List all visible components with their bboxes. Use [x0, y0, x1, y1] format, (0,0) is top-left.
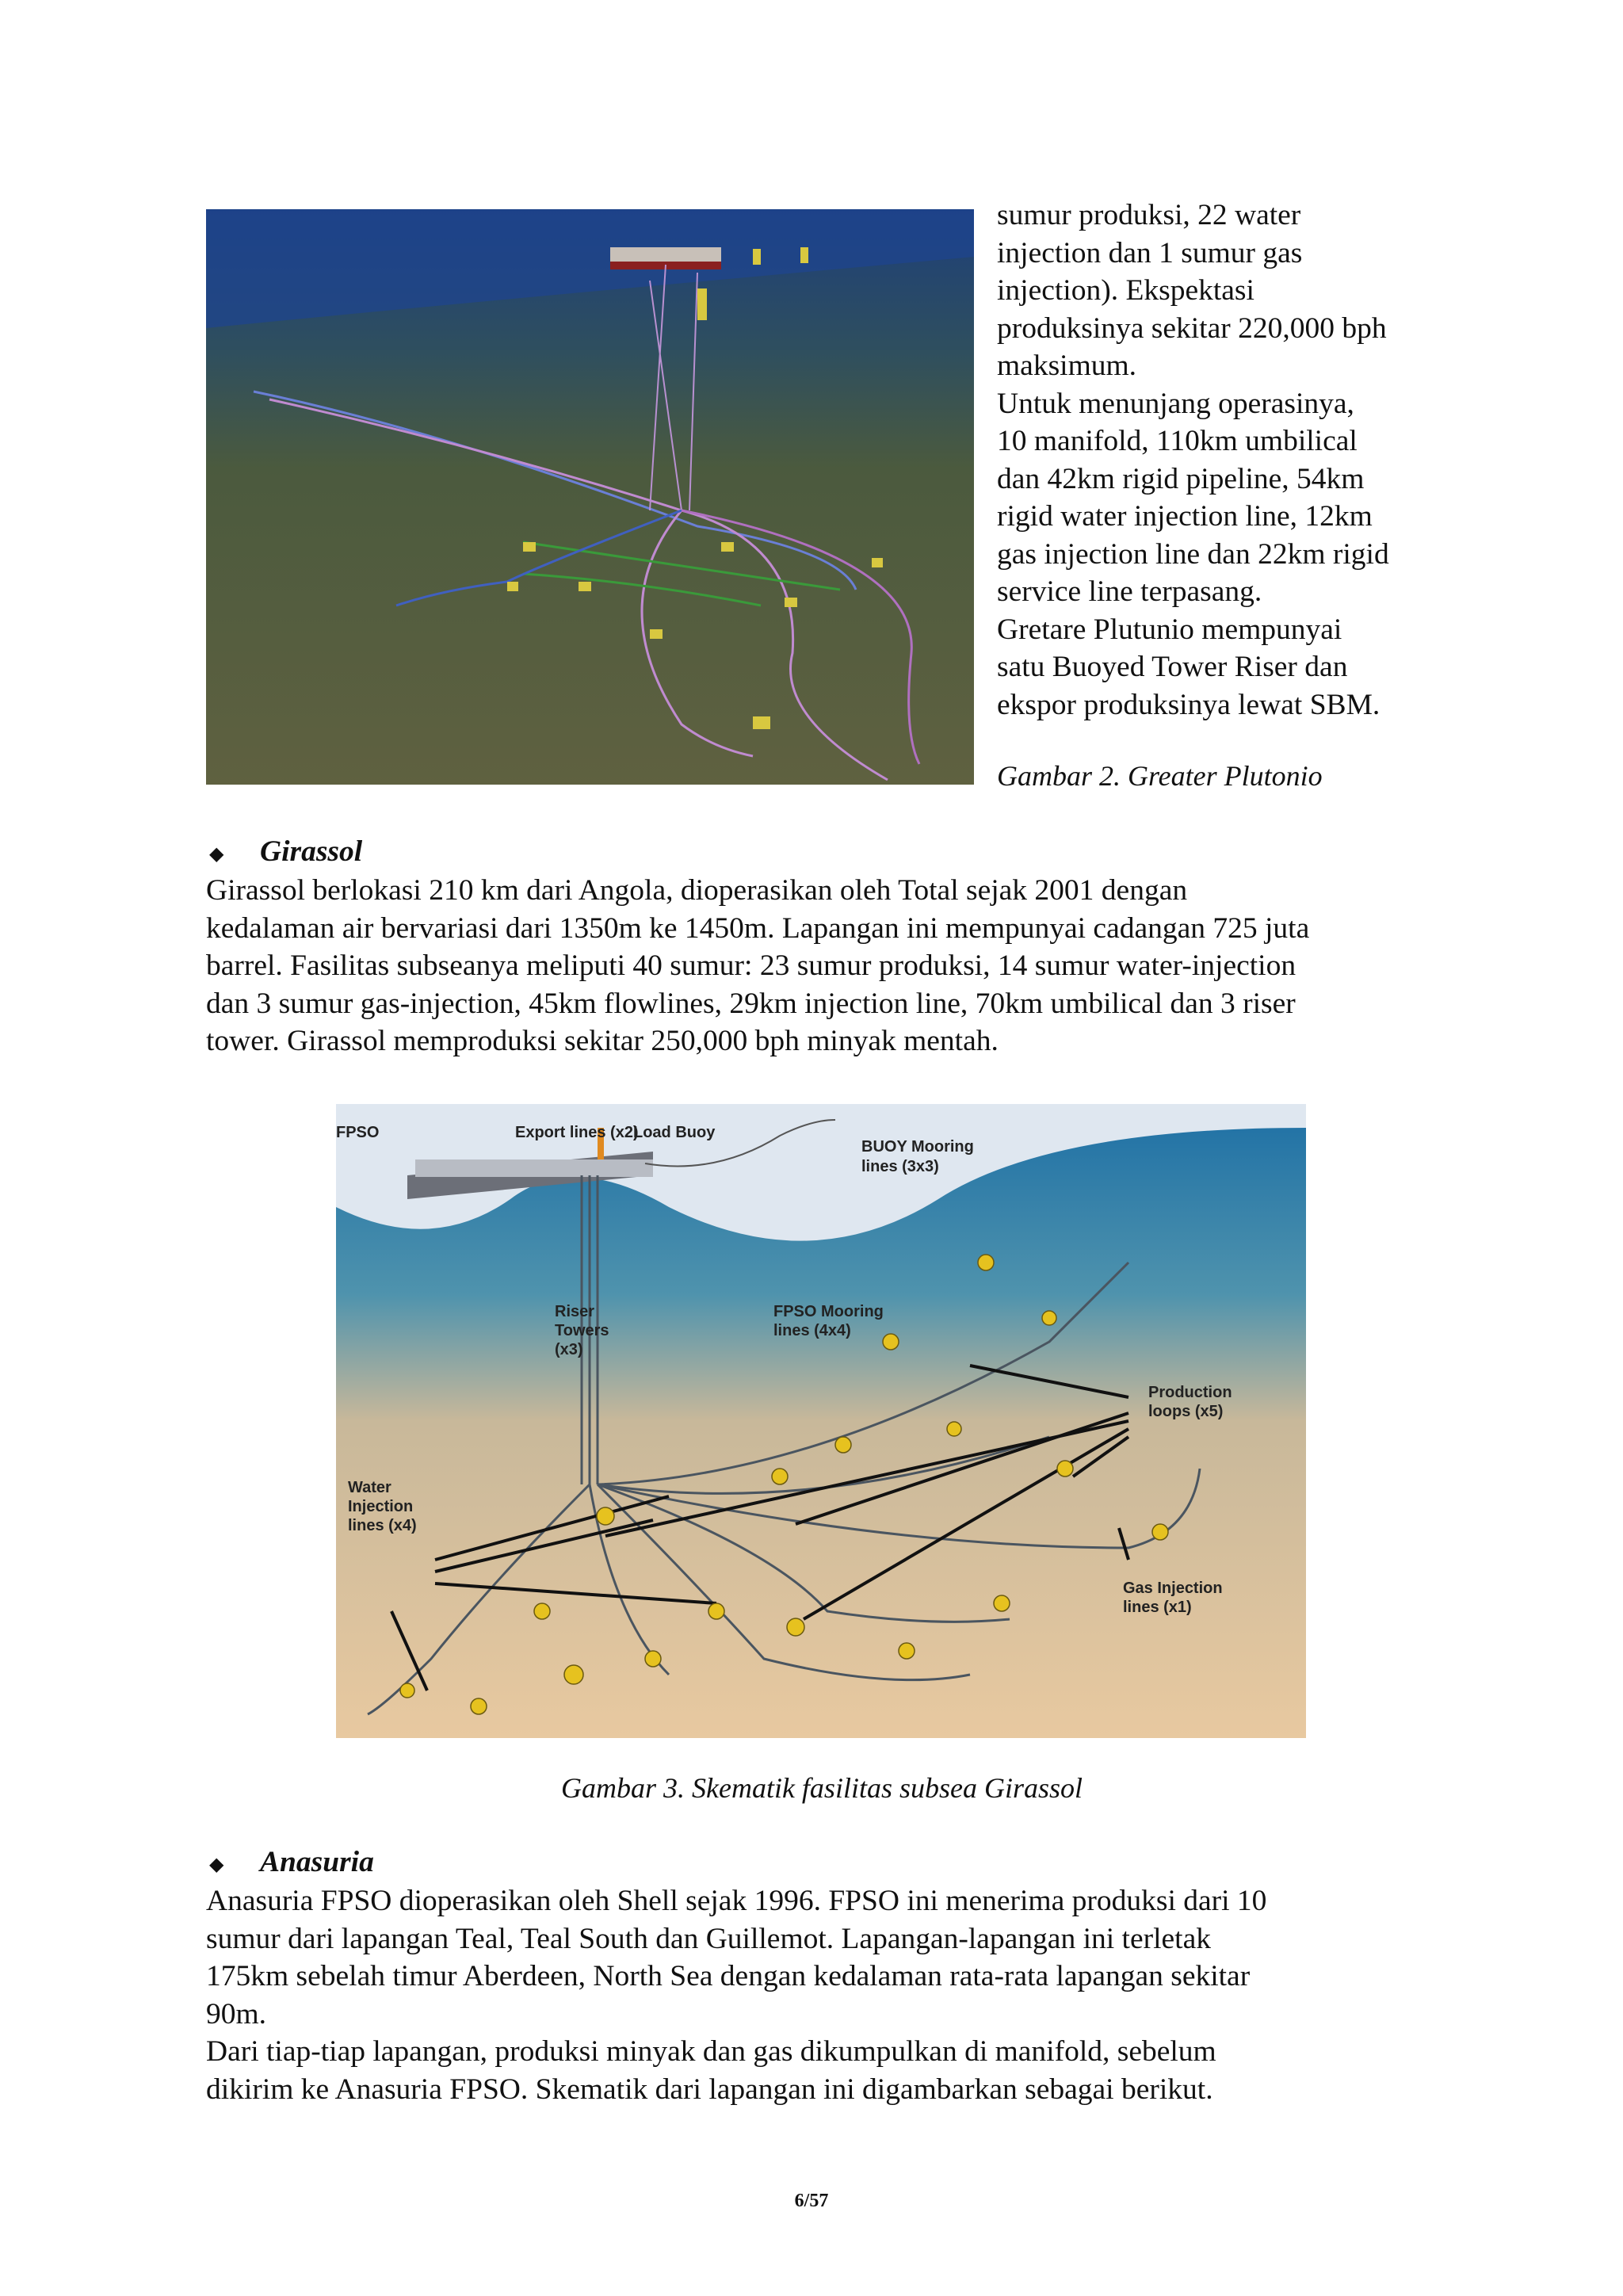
label-fpso-mooring-count: lines (4x4): [773, 1322, 851, 1339]
page-number: 6/57: [794, 2191, 829, 2211]
text-line: dan 42km rigid pipeline, 54km: [997, 462, 1365, 495]
label-riser-count: (x3): [555, 1341, 583, 1358]
text-line: 10 manifold, 110km umbilical: [997, 425, 1358, 457]
label-water-lines: lines (x4): [348, 1517, 417, 1534]
label-load-buoy: Load Buoy: [633, 1124, 716, 1141]
text-line: Girassol berlokasi 210 km dari Angola, dioperasikan oleh Total sejak 2001 dengan: [206, 874, 1188, 907]
label-gas-lines: lines (x1): [1123, 1599, 1192, 1616]
text-line: Gretare Plutunio mempunyai: [997, 613, 1342, 646]
greater-plutonio-image: [206, 209, 974, 785]
label-fpso: FPSO: [336, 1124, 380, 1141]
text-line: Anasuria FPSO dioperasikan oleh Shell sejak 1996. FPSO ini menerima produksi dari 10: [206, 1885, 1267, 1917]
text-line: sumur produksi, 22 water: [997, 199, 1301, 231]
label-water-injection: Injection: [348, 1498, 414, 1515]
girassol-subsea-schematic: [336, 1104, 1306, 1738]
label-export-lines: Export lines (x2): [515, 1124, 639, 1141]
heading-text: Anasuria: [260, 1846, 374, 1878]
text-line: rigid water injection line, 12km: [997, 500, 1373, 533]
text-line: sumur dari lapangan Teal, Teal South dan Guillemot. Lapangan-lapangan ini terletak: [206, 1922, 1211, 1955]
text-line: satu Buoyed Tower Riser dan: [997, 651, 1348, 683]
label-riser: Riser: [555, 1303, 595, 1320]
figure-3-caption: Gambar 3. Skematik fasilitas subsea Girassol: [560, 1772, 1083, 1804]
bullet-diamond-icon: ◆: [209, 1855, 224, 1876]
anasuria-paragraph: [206, 1882, 1474, 2108]
text-line: ekspor produksinya lewat SBM.: [997, 688, 1381, 721]
figure-2-caption: Gambar 2. Greater Plutonio: [997, 760, 1323, 792]
heading-text: Girassol: [260, 835, 363, 868]
fpso-vessel: [415, 1159, 653, 1177]
text-line: dan 3 sumur gas-injection, 45km flowlines, 29km injection line, 70km umbilical dan 3 riser: [206, 987, 1296, 1020]
text-line: gas injection line dan 22km rigid: [997, 537, 1389, 571]
text-line: produksinya sekitar 220,000 bph: [997, 311, 1387, 345]
label-water: Water: [348, 1479, 391, 1496]
text-line: tower. Girassol memproduksi sekitar 250,000 bph minyak mentah.: [206, 1025, 999, 1057]
label-fpso-mooring: FPSO Mooring: [773, 1303, 884, 1320]
label-buoy-mooring: BUOY Mooring: [861, 1138, 974, 1156]
text-line: dikirim ke Anasuria FPSO. Skematik dari lapangan ini digambarkan sebagai berikut.: [206, 2073, 1213, 2106]
label-production: Production: [1148, 1384, 1232, 1401]
text-line: kedalaman air bervariasi dari 1350m ke 1450m. Lapangan ini mempunyai cadangan 725 juta: [206, 911, 1310, 945]
bullet-diamond-icon: ◆: [209, 844, 224, 865]
girassol-paragraph: [206, 872, 1474, 1060]
section-heading-anasuria: [206, 1845, 374, 1879]
text-line: maksimum.: [997, 350, 1137, 382]
text-line: Untuk menunjang operasinya,: [997, 387, 1354, 420]
label-buoy-mooring-count: lines (3x3): [861, 1158, 939, 1175]
text-line: injection dan 1 sumur gas: [997, 236, 1303, 269]
greater-plutonio-text: [997, 197, 1488, 724]
text-line: Dari tiap-tiap lapangan, produksi minyak dan gas dikumpulkan di manifold, sebelum: [206, 2035, 1216, 2068]
label-riser-towers: Towers: [555, 1322, 609, 1339]
label-gas-injection: Gas Injection: [1123, 1580, 1223, 1597]
label-production-loops: loops (x5): [1148, 1403, 1224, 1420]
text-line: service line terpasang.: [997, 575, 1262, 608]
text-line: 90m.: [206, 1997, 267, 2030]
text-line: injection). Ekspektasi: [997, 274, 1254, 307]
text-line: 175km sebelah timur Aberdeen, North Sea dengan kedalaman rata-rata lapangan sekitar: [206, 1960, 1251, 1992]
text-line: barrel. Fasilitas subseanya meliputi 40 sumur: 23 sumur produksi, 14 sumur water-injection: [206, 949, 1296, 982]
section-heading-girassol: [206, 835, 362, 869]
